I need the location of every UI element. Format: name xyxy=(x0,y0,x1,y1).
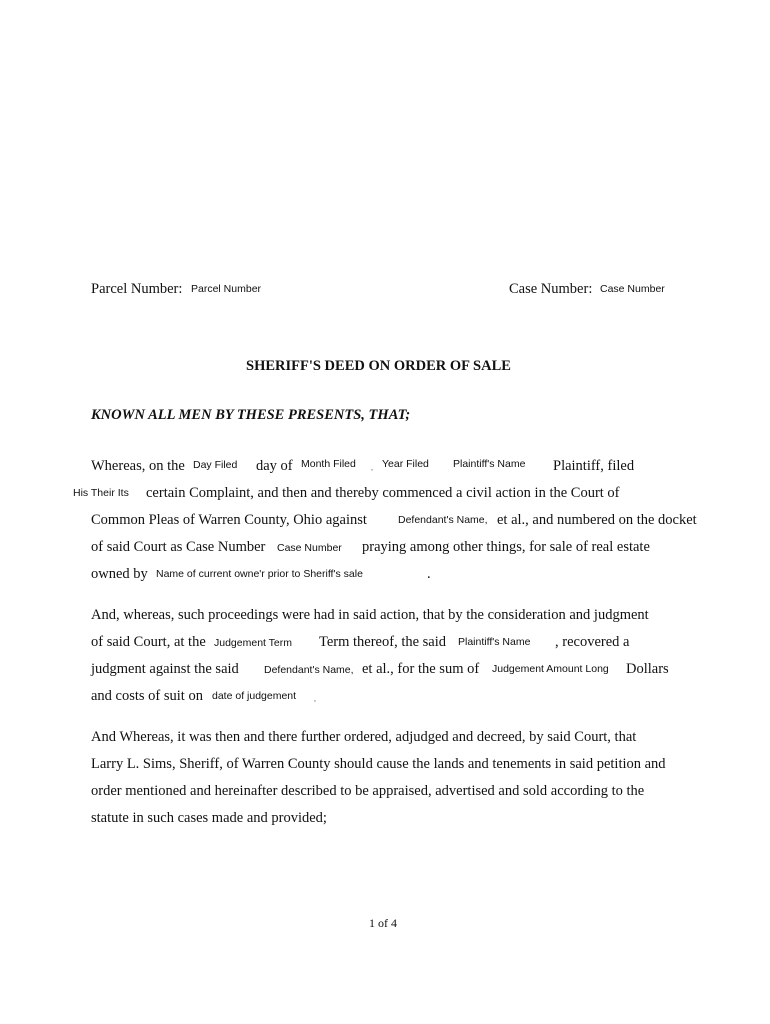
defendants-name-field[interactable]: Defendant's Name, xyxy=(398,514,488,526)
owned-by-text: owned by xyxy=(91,566,148,582)
para3-line1: And Whereas, it was then and there further ordered, adjudged and decreed, by said Court, that xyxy=(91,729,637,745)
para3-line3: order mentioned and hereinafter described to be appraised, advertised and sold according to the xyxy=(91,783,645,799)
date-of-judgement-field[interactable]: date of judgement xyxy=(212,690,297,702)
para3-line4: statute in such cases made and provided; xyxy=(91,810,327,826)
et-al-sum-text: et al., for the sum of xyxy=(362,661,480,677)
day-of-text: day of xyxy=(256,458,293,474)
term-thereof-text: Term thereof, the said xyxy=(319,634,447,650)
para3-line2: Larry L. Sims, Sheriff, of Warren County should cause the lands and tenements in said petition and xyxy=(91,756,666,772)
certain-complaint-text: certain Complaint, and then and thereby commenced a civil action in the Court of xyxy=(146,485,620,501)
comma-separator-2: , xyxy=(314,694,316,703)
current-owner-field[interactable]: Name of current owne'r prior to Sheriff's sale xyxy=(156,568,363,580)
plaintiffs-name-field[interactable]: Plaintiff's Name xyxy=(453,458,526,470)
his-their-its-field[interactable]: His Their Its xyxy=(73,487,129,499)
day-filed-field[interactable]: Day Filed xyxy=(193,459,238,471)
plaintiffs-name-field-2[interactable]: Plaintiff's Name xyxy=(458,636,531,648)
case-number-field[interactable]: Case Number xyxy=(600,283,665,295)
costs-of-suit-text: and costs of suit on xyxy=(91,688,203,704)
whereas-on-the-text: Whereas, on the xyxy=(91,458,185,474)
of-said-court-text: of said Court as Case Number xyxy=(91,539,266,555)
judgement-term-field[interactable]: Judgement Term xyxy=(214,637,293,649)
et-al-numbered-text: et al., and numbered on the docket xyxy=(497,512,697,528)
judgment-against-text: judgment against the said xyxy=(91,661,239,677)
parcel-number-field[interactable]: Parcel Number xyxy=(191,283,262,295)
case-number-inline-field[interactable]: Case Number xyxy=(277,542,342,554)
case-number-label: Case Number: xyxy=(509,281,593,297)
common-pleas-text: Common Pleas of Warren County, Ohio against xyxy=(91,512,367,528)
year-filed-field[interactable]: Year Filed xyxy=(382,458,429,470)
month-filed-field[interactable]: Month Filed xyxy=(301,458,356,470)
recovered-text: , recovered a xyxy=(555,634,630,650)
judgement-amount-field[interactable]: Judgement Amount Long xyxy=(492,663,609,675)
period-mark: . xyxy=(427,566,431,582)
document-title: SHERIFF'S DEED ON ORDER OF SALE xyxy=(246,358,511,374)
known-all-men-heading: KNOWN ALL MEN BY THESE PRESENTS, THAT; xyxy=(91,407,411,423)
comma-separator: , xyxy=(371,463,373,472)
page-number: 1 of 4 xyxy=(369,916,397,930)
defendants-name-field-2[interactable]: Defendant's Name, xyxy=(264,664,354,676)
plaintiff-filed-text: Plaintiff, filed xyxy=(553,458,635,474)
of-said-court-at-text: of said Court, at the xyxy=(91,634,206,650)
parcel-number-label: Parcel Number: xyxy=(91,281,183,297)
dollars-text: Dollars xyxy=(626,661,669,677)
praying-text: praying among other things, for sale of real estate xyxy=(362,539,650,555)
para2-line1: And, whereas, such proceedings were had in said action, that by the consideration and judgment xyxy=(91,607,649,623)
